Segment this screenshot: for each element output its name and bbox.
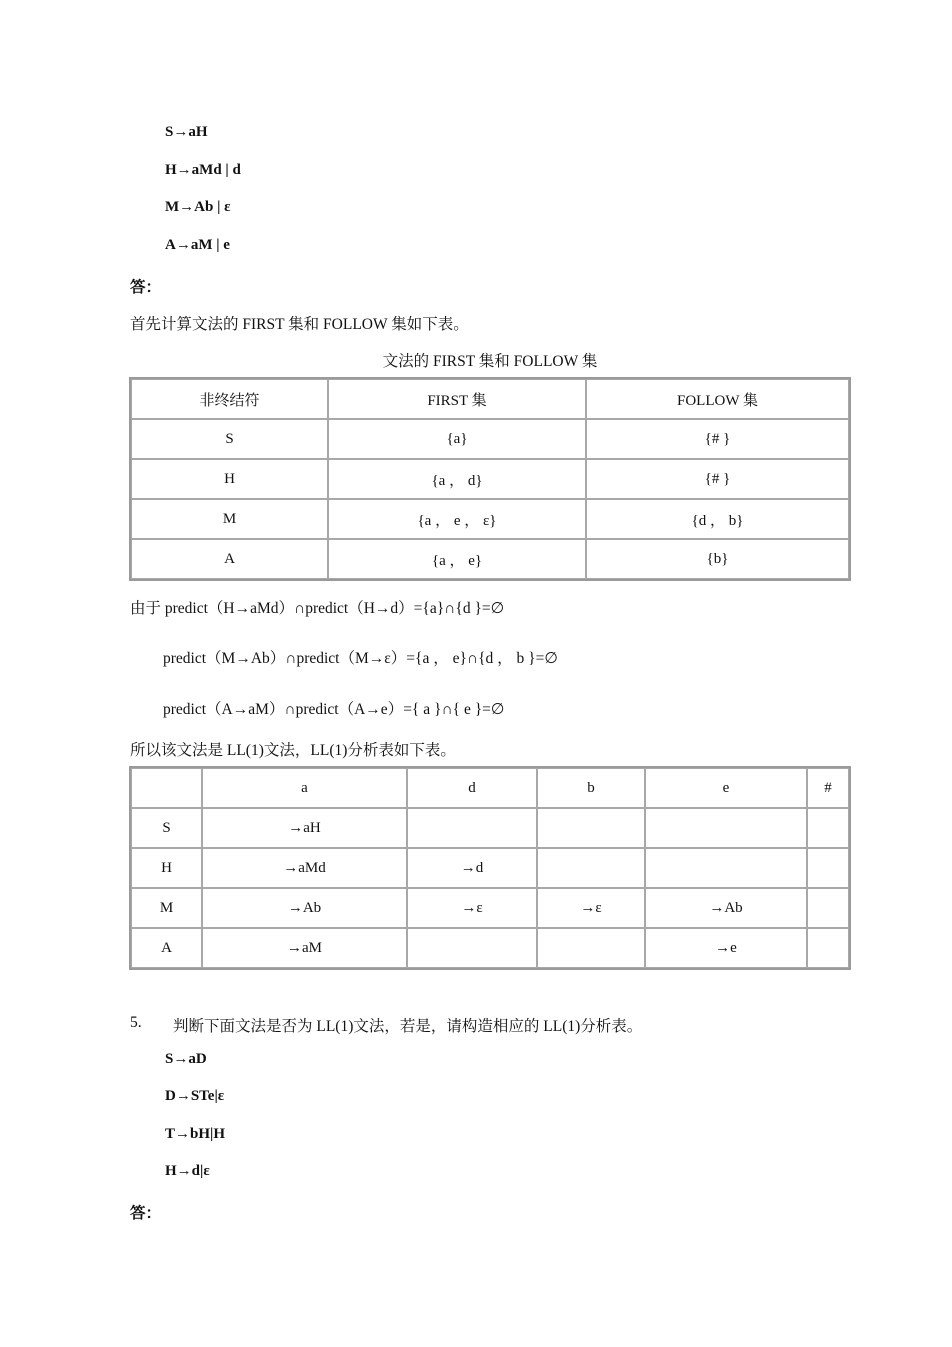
grammar-rule: A→aM | e	[165, 237, 230, 253]
first-follow-table	[129, 377, 851, 581]
answer-label: 答：	[130, 279, 162, 296]
grammar-rule: D→STe|ε	[165, 1088, 225, 1104]
table-cell	[537, 848, 645, 888]
table-cell	[537, 808, 645, 848]
grammar-rule: M→Ab | ε	[165, 199, 231, 215]
table-cell: A	[131, 539, 328, 579]
header-cell: FOLLOW 集	[586, 379, 849, 419]
header-cell: d	[407, 768, 537, 808]
table-cell	[407, 928, 537, 968]
header-cell: FIRST 集	[328, 379, 586, 419]
table-cell	[645, 808, 807, 848]
table-row	[131, 539, 849, 579]
grammar-rule: H→aMd | d	[165, 162, 241, 178]
ll1-parse-table	[129, 766, 851, 970]
table-cell	[807, 888, 849, 928]
grammar-rule: T→bH|H	[165, 1126, 225, 1142]
table-row	[131, 808, 849, 848]
table-cell: A	[131, 928, 202, 968]
table-cell	[407, 808, 537, 848]
table-cell	[537, 928, 645, 968]
conclusion-text: 所以该文法是 LL(1)文法，LL(1)分析表如下表。	[130, 742, 456, 759]
question-text: 判断下面文法是否为 LL(1)文法，若是，请构造相应的 LL(1)分析表。	[173, 1018, 643, 1035]
table-row	[131, 499, 849, 539]
header-cell: 非终结符	[131, 379, 328, 419]
table-row	[131, 928, 849, 968]
table-row	[131, 888, 849, 928]
header-cell: e	[645, 768, 807, 808]
predict-line: predict（M→Ab）∩predict（M→ε）={a ， e}∩{d ， b }=∅	[163, 650, 558, 667]
grammar-rule: S→aD	[165, 1051, 207, 1067]
table-cell	[807, 808, 849, 848]
table-cell: {# }	[586, 419, 849, 459]
table-caption: 文法的 FIRST 集和 FOLLOW 集	[382, 353, 598, 370]
table-cell: S	[131, 808, 202, 848]
predict-line: predict（A→aM）∩predict（A→e）={ a }∩{ e }=∅	[163, 701, 505, 718]
table-row	[131, 459, 849, 499]
grammar-rule: H→d|ε	[165, 1163, 210, 1179]
header-cell: a	[202, 768, 407, 808]
table-cell: {a ， e ， ε}	[328, 499, 586, 539]
answer-label: 答：	[130, 1205, 162, 1222]
table-cell: M	[131, 888, 202, 928]
table-cell: →Ab	[645, 888, 807, 928]
header-cell: b	[537, 768, 645, 808]
table-cell: →aH	[202, 808, 407, 848]
table-header-row	[131, 768, 849, 808]
table-cell: H	[131, 459, 328, 499]
table-cell	[807, 848, 849, 888]
header-cell	[131, 768, 202, 808]
table-cell: H	[131, 848, 202, 888]
predict-line: 由于 predict（H→aMd）∩predict（H→d）={a}∩{d }=∅	[130, 600, 505, 617]
question-number: 5.	[130, 1014, 142, 1031]
table-row	[131, 419, 849, 459]
table-cell: →Ab	[202, 888, 407, 928]
table-cell: {b}	[586, 539, 849, 579]
intro-text: 首先计算文法的 FIRST 集和 FOLLOW 集如下表。	[130, 316, 469, 333]
table-cell: →aMd	[202, 848, 407, 888]
table-cell	[645, 848, 807, 888]
table-cell: →ε	[407, 888, 537, 928]
table-row	[131, 848, 849, 888]
table-cell: {# }	[586, 459, 849, 499]
grammar-rule: S→aH	[165, 124, 208, 140]
table-cell: {d ， b}	[586, 499, 849, 539]
table-cell: {a ， e}	[328, 539, 586, 579]
header-cell: #	[807, 768, 849, 808]
table-cell: →aM	[202, 928, 407, 968]
table-cell: →ε	[537, 888, 645, 928]
table-cell: →d	[407, 848, 537, 888]
table-header-row	[131, 379, 849, 419]
table-cell: M	[131, 499, 328, 539]
table-cell: S	[131, 419, 328, 459]
table-cell: {a}	[328, 419, 586, 459]
table-cell: {a ， d}	[328, 459, 586, 499]
table-cell: →e	[645, 928, 807, 968]
table-cell	[807, 928, 849, 968]
